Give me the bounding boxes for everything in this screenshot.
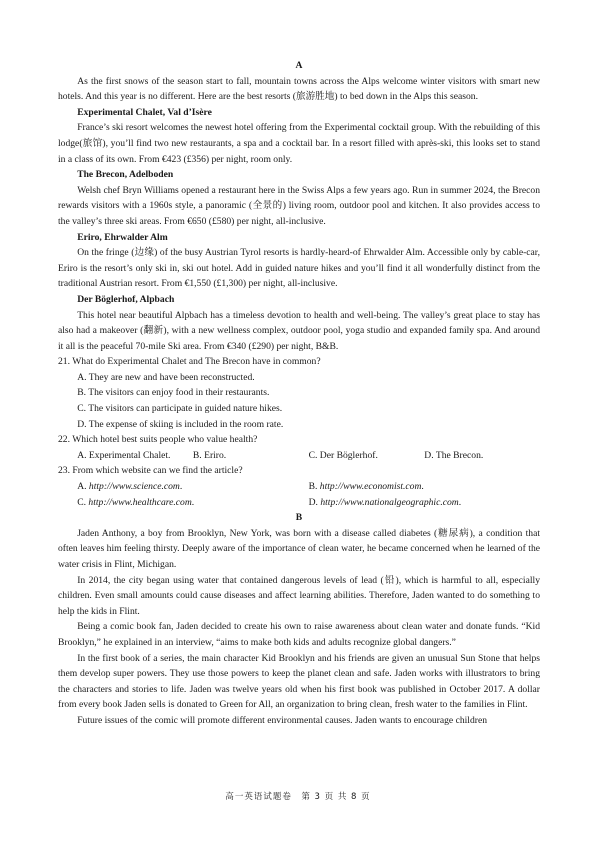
question-22-option-a: A. Experimental Chalet. [77, 449, 171, 461]
question-22-stem: 22. Which hotel best suits people who value health? [58, 434, 258, 446]
page-footer: 高一英语试题卷 第 3 页 共 8 页 [225, 792, 371, 802]
question-22-option-d: D. The Brecon. [424, 449, 484, 461]
question-21-option-a: A. They are new and have been reconstructed. [77, 371, 255, 383]
url-healthcare: http://www.healthcare.com [88, 496, 192, 508]
question-23-options-row-1 [58, 479, 540, 495]
question-23-options-row-2 [58, 495, 540, 511]
section-a-label: A [295, 60, 303, 71]
hotel-4-text: This hotel near beautiful Alpbach has a timeless devotion to health and well-being. The valley’s great place to stay has also had a makeover (翻新), with a new wellness complex, outdoor pool, yoga studio and expanded family spa. And around it all is the peaceful 70-mile Ski area. From €340 (£290) per night, B&B. [58, 309, 540, 352]
section-b-label: B [295, 512, 303, 524]
section-b-paragraph-1: Jaden Anthony, a boy from Brooklyn, New York, was born with a disease called diabetes (糖尿病), a condition that often leaves him feeling thirsty. Deeply aware of the importance of clean water, he became concerned when he learned of the water crisis in Flint, Michigan. [58, 527, 540, 570]
hotel-4-name: Der Böglerhof, Alpbach [77, 293, 175, 305]
question-21-option-d: D. The expense of skiing is included in the room rate. [77, 418, 284, 430]
hotel-3-text: On the fringe (边缘) of the busy Austrian Tyrol resorts is hardly-heard-of Ehrwalder Alm. Accessible only by cable-car, Eriro is the resort’s only ski in, ski out hotel. Add in guided nature hikes and you’ll find it all wonderfully distinct from the traditional Austrian resort. From €1,550 (£1,300) per night, all-inclusive. [58, 247, 540, 290]
question-21-stem: 21. What do Experimental Chalet and The Brecon have in common? [58, 356, 321, 368]
section-b-paragraph-5: Future issues of the comic will promote different environmental causes. Jaden wants to encourage children [77, 714, 488, 726]
section-b-paragraph-4: In the first book of a series, the main character Kid Brooklyn and his friends are given an unusual Sun Stone that helps them develop super powers. They use those powers to keep the planet clean and safe. Jaden works with illustrators to bring the characters and stories to life. Jaden was twelve years old when his first book was published in October 2017. A dollar from every book Jaden sells is donated to Green for All, an organization to bring clean, fresh water to the families in Flint. [58, 652, 540, 711]
hotel-1-text: France’s ski resort welcomes the newest hotel offering from the Experimental cocktail group. With the rebuilding of this lodge(旅馆), you’ll find two new restaurants, a spa and a cocktail bar. In a resort filled with après-ski, this looks set to stand in a class of its own. From €423 (£356) per night, room only. [58, 122, 540, 165]
hotel-1-name: Experimental Chalet, Val d’Isère [77, 106, 212, 118]
question-23-option-b: B. http://www.economist.com. [308, 481, 424, 493]
url-economist: http://www.economist.com [319, 481, 422, 493]
hotel-2-name: The Brecon, Adelboden [77, 169, 174, 181]
url-science: http://www.science.com [88, 481, 180, 493]
question-23-option-a: A. http://www.science.com. [77, 481, 183, 493]
question-21-option-c: C. The visitors can participate in guided nature hikes. [77, 403, 283, 415]
question-22-options [58, 448, 540, 464]
section-b-paragraph-2: In 2014, the city began using water that contained dangerous levels of lead (铅), which is harmful to all, especially children. Even small amounts could cause diseases and affect learning abilities. Therefore, Jaden wanted to do something to help the kids in Flint. [58, 574, 540, 617]
hotel-3-name: Eriro, Ehrwalder Alm [77, 231, 168, 243]
question-22-option-c: C. Der Böglerhof. [308, 449, 378, 461]
question-23-option-d: D. http://www.nationalgeographic.com. [308, 496, 462, 508]
question-23-stem: 23. From which website can we find the article? [58, 465, 243, 477]
exam-page [58, 58, 540, 729]
question-23-option-c: C. http://www.healthcare.com. [77, 496, 195, 508]
section-a-intro: As the first snows of the season start to fall, mountain towns across the Alps welcome winter visitors with smart new hotels. And this year is no different. Here are the best resorts (旅游胜地) to bed down in the Alps this season. [58, 75, 540, 103]
question-22-option-b: B. Eriro. [192, 449, 227, 461]
question-21-option-b: B. The visitors can enjoy food in their restaurants. [77, 387, 270, 399]
hotel-2-text: Welsh chef Bryn Williams opened a restaurant here in the Swiss Alps a few years ago. Run in summer 2024, the Brecon rewards visitors with a 1960s style, a panoramic (全景的) living room, outdoor pool and kitchen. It also provides access to the valley’s three ski areas. From €650 (£580) per night, all-inclusive. [58, 184, 540, 227]
url-nationalgeographic: http://www.nationalgeographic.com [320, 496, 459, 508]
section-b-paragraph-3: Being a comic book fan, Jaden decided to create his own to raise awareness about clean water and donate funds. “Kid Brooklyn,” he explained in an interview, “aims to make both kids and adults recognize global dangers.” [58, 621, 540, 648]
